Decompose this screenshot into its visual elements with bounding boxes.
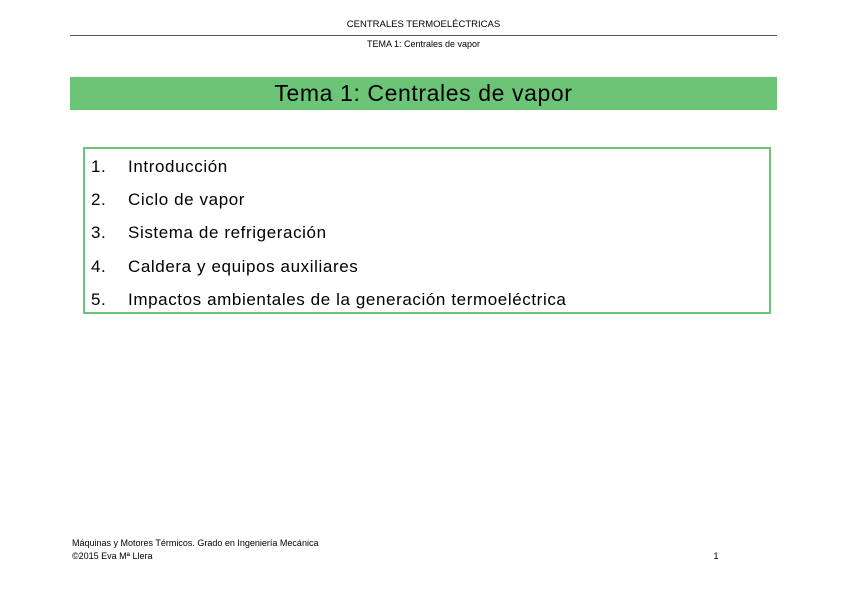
toc-item-label: Caldera y equipos auxiliares (128, 256, 359, 276)
toc-item-impactos-ambientales (91, 283, 566, 316)
header-divider (70, 35, 777, 36)
header-subtitle: TEMA 1: Centrales de vapor (366, 39, 481, 49)
toc-item-label: Sistema de refrigeración (128, 223, 327, 243)
page-number: 1 (713, 551, 719, 561)
table-of-contents (83, 147, 771, 314)
header-title: CENTRALES TERMOELÉCTRICAS (346, 19, 501, 30)
toc-item-sistema-de-refrigeracion (91, 217, 566, 250)
toc-item-label: Introducción (128, 156, 228, 176)
toc-item-number: 5. (91, 289, 107, 309)
toc-item-caldera (91, 250, 566, 283)
footer-copyright: ©2015 Eva Mª Llera (72, 551, 153, 561)
toc-item-number: 2. (91, 189, 107, 209)
toc-item-number: 1. (91, 156, 107, 176)
toc-item-number: 3. (91, 223, 107, 243)
toc-item-label: Ciclo de vapor (128, 189, 246, 209)
toc-item-number: 4. (91, 256, 107, 276)
toc-item-ciclo-de-vapor (91, 183, 566, 216)
footer-course: Máquinas y Motores Térmicos. Grado en Ingeniería Mecánica (72, 538, 319, 548)
title-banner (70, 77, 777, 110)
page-title: Tema 1: Centrales de vapor (274, 80, 573, 106)
toc-list (91, 150, 566, 316)
toc-item-label: Impactos ambientales de la generación termoeléctrica (128, 289, 567, 309)
toc-item-introduccion (91, 150, 566, 183)
